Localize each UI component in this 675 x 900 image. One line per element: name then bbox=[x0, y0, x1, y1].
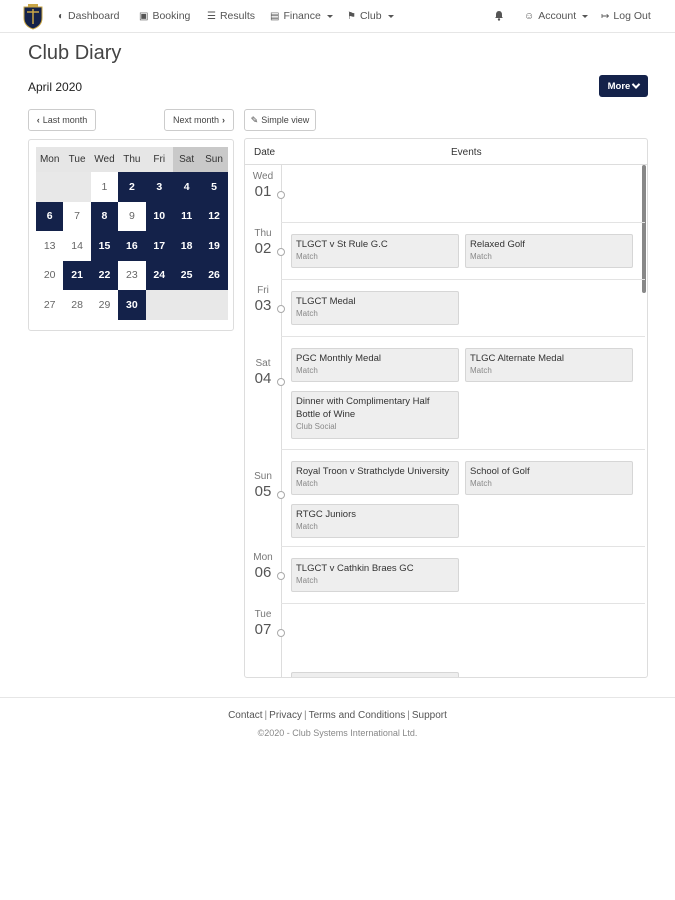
calendar-day[interactable]: 8 bbox=[91, 202, 118, 232]
event-type: Match bbox=[296, 366, 318, 375]
calendar-empty-cell bbox=[36, 172, 63, 202]
nav-dashboard-label: Dashboard bbox=[68, 10, 120, 22]
nav-finance-label: Finance bbox=[283, 10, 321, 22]
page-title: Club Diary bbox=[28, 42, 122, 64]
event-card[interactable] bbox=[291, 348, 459, 382]
calendar-day[interactable]: 16 bbox=[118, 231, 145, 261]
nav-club-label: Club bbox=[359, 10, 382, 22]
day-separator bbox=[281, 603, 645, 604]
calendar-day[interactable]: 25 bbox=[173, 261, 200, 291]
calendar-day[interactable]: 10 bbox=[146, 202, 173, 232]
day-label bbox=[245, 552, 281, 581]
diary-panel bbox=[244, 138, 648, 678]
calendar-day[interactable]: 24 bbox=[146, 261, 173, 291]
calendar-day[interactable]: 2 bbox=[118, 172, 145, 202]
event-name: Royal Troon v Strathclyde University bbox=[296, 466, 450, 477]
more-button-label: More bbox=[607, 80, 631, 92]
flag-icon: ⚑ bbox=[347, 10, 356, 22]
next-month-label: Next month bbox=[172, 115, 220, 125]
event-type: Match bbox=[296, 252, 318, 261]
mini-calendar bbox=[28, 139, 234, 331]
weekday-header: Tue bbox=[63, 147, 90, 172]
event-type: Match bbox=[470, 366, 492, 375]
event-card[interactable] bbox=[465, 348, 633, 382]
calendar-day[interactable]: 3 bbox=[146, 172, 173, 202]
nav-logout-label: Log Out bbox=[613, 10, 651, 22]
calendar-day[interactable]: 17 bbox=[146, 231, 173, 261]
event-name: Dinner with Complimentary Half Bottle of Wine bbox=[296, 396, 430, 420]
day-name: Sat bbox=[255, 358, 271, 369]
calendar-empty-cell bbox=[146, 290, 173, 320]
chevron-down-icon bbox=[632, 80, 640, 88]
day-name: Sun bbox=[254, 471, 272, 482]
footer-links: Contact | Privacy | Terms and Conditions | Support bbox=[228, 710, 447, 721]
calendar-day[interactable]: 15 bbox=[91, 231, 118, 261]
event-name: PGC Monthly Medal bbox=[296, 353, 382, 364]
dashboard-icon: ◐ bbox=[58, 10, 65, 22]
calendar-day[interactable]: 19 bbox=[200, 231, 227, 261]
footer-link-contact[interactable]: Contact bbox=[228, 710, 263, 721]
pencil-icon: ✎ bbox=[250, 114, 259, 125]
more-button[interactable] bbox=[599, 75, 648, 97]
nav-results[interactable] bbox=[207, 10, 255, 22]
footer-link-terms[interactable]: Terms and Conditions bbox=[308, 710, 406, 721]
event-type: Club Social bbox=[296, 422, 337, 431]
last-month-button[interactable] bbox=[28, 109, 96, 131]
event-type: Match bbox=[470, 479, 492, 488]
day-label bbox=[245, 171, 281, 200]
day-name: Tue bbox=[254, 609, 272, 620]
calendar-day[interactable]: 1 bbox=[101, 180, 108, 193]
calendar-day[interactable]: 9 bbox=[128, 210, 135, 223]
chevron-down-icon bbox=[582, 15, 588, 18]
event-card[interactable] bbox=[291, 672, 459, 678]
day-label bbox=[245, 471, 281, 500]
last-month-label: Last month bbox=[42, 115, 88, 125]
calendar-day[interactable]: 28 bbox=[71, 298, 83, 311]
footer-link-support[interactable]: Support bbox=[411, 710, 447, 721]
calendar-day[interactable]: 12 bbox=[200, 202, 227, 232]
event-name: TLGCT v St Rule G.C bbox=[296, 239, 388, 250]
card-icon: ▤ bbox=[270, 10, 280, 22]
notifications-button[interactable] bbox=[494, 10, 504, 21]
calendar-day[interactable]: 22 bbox=[91, 261, 118, 291]
nav-dashboard[interactable] bbox=[58, 10, 119, 22]
calendar-day[interactable]: 26 bbox=[200, 261, 227, 291]
footer-copyright: ©2020 - Club Systems International Ltd. bbox=[257, 728, 418, 738]
day-number: 01 bbox=[254, 183, 272, 200]
day-label bbox=[245, 285, 281, 314]
day-name: Fri bbox=[257, 285, 269, 296]
event-card[interactable] bbox=[465, 461, 633, 495]
nav-account-label: Account bbox=[538, 10, 577, 22]
calendar-day[interactable]: 7 bbox=[74, 210, 80, 223]
nav-club[interactable] bbox=[347, 10, 394, 22]
calendar-day[interactable]: 23 bbox=[126, 269, 138, 282]
event-card[interactable] bbox=[291, 461, 459, 495]
footer-divider bbox=[0, 697, 675, 698]
top-navbar bbox=[0, 0, 675, 33]
calendar-icon: ▣ bbox=[139, 10, 149, 22]
calendar-day[interactable]: 27 bbox=[43, 298, 56, 311]
chevron-right-icon: › bbox=[222, 115, 226, 125]
footer-link-privacy[interactable]: Privacy bbox=[269, 710, 302, 721]
weekday-header: Thu bbox=[118, 147, 145, 172]
calendar-grid bbox=[36, 147, 228, 320]
nav-results-label: Results bbox=[219, 10, 255, 22]
nav-logout[interactable] bbox=[601, 10, 651, 22]
timeline-line bbox=[281, 165, 282, 678]
list-icon: ☰ bbox=[207, 10, 216, 22]
calendar-day[interactable]: 5 bbox=[200, 172, 227, 202]
day-separator bbox=[281, 336, 645, 337]
weekday-header: Fri bbox=[146, 147, 173, 172]
day-label bbox=[245, 609, 281, 638]
calendar-day[interactable]: 6 bbox=[36, 202, 63, 232]
timeline-dot bbox=[277, 572, 285, 580]
event-type: Match bbox=[296, 479, 318, 488]
current-month: April 2020 bbox=[28, 80, 83, 94]
event-card[interactable] bbox=[291, 391, 459, 439]
day-name: Thu bbox=[254, 228, 272, 239]
simple-view-label: Simple view bbox=[261, 115, 310, 125]
bell-icon bbox=[494, 10, 504, 21]
calendar-day[interactable]: 11 bbox=[173, 202, 200, 232]
event-name: Relaxed Golf bbox=[470, 239, 525, 250]
nav-account[interactable] bbox=[524, 10, 588, 22]
events-column-header: Events bbox=[451, 147, 482, 158]
day-number: 04 bbox=[254, 370, 272, 387]
event-card[interactable] bbox=[291, 504, 459, 538]
nav-booking[interactable] bbox=[139, 10, 190, 22]
nav-booking-label: Booking bbox=[152, 10, 191, 22]
logout-icon: ↦ bbox=[601, 10, 610, 22]
event-name: TLGC Alternate Medal bbox=[470, 353, 564, 364]
day-separator bbox=[281, 222, 645, 223]
event-card[interactable] bbox=[465, 234, 633, 268]
diary-scrollbar[interactable] bbox=[642, 165, 646, 293]
day-number: 07 bbox=[254, 621, 272, 638]
event-card[interactable] bbox=[291, 558, 459, 592]
event-name: TLGCT Medal bbox=[296, 296, 356, 307]
timeline-dot bbox=[277, 191, 285, 199]
club-crest-logo[interactable] bbox=[22, 4, 44, 30]
event-name: School of Golf bbox=[470, 466, 530, 477]
day-number: 06 bbox=[254, 564, 272, 581]
day-label bbox=[245, 228, 281, 257]
calendar-day[interactable]: 29 bbox=[98, 298, 111, 311]
calendar-day[interactable]: 20 bbox=[43, 269, 56, 282]
calendar-day[interactable]: 4 bbox=[173, 172, 200, 202]
weekday-header: Sun bbox=[200, 147, 227, 172]
day-number: 05 bbox=[254, 483, 272, 500]
calendar-empty-cell bbox=[63, 172, 90, 202]
timeline-dot bbox=[277, 305, 285, 313]
next-month-button[interactable] bbox=[164, 109, 234, 131]
day-label bbox=[245, 358, 281, 387]
weekday-header: Mon bbox=[36, 147, 63, 172]
weekday-header: Wed bbox=[91, 147, 118, 172]
event-card[interactable] bbox=[291, 234, 459, 268]
calendar-day[interactable]: 13 bbox=[43, 239, 56, 252]
day-separator bbox=[281, 546, 645, 547]
day-separator bbox=[281, 449, 645, 450]
day-number: 02 bbox=[254, 240, 272, 257]
calendar-day[interactable]: 21 bbox=[63, 261, 90, 291]
timeline-dot bbox=[277, 378, 285, 386]
day-name: Mon bbox=[253, 552, 273, 563]
day-separator bbox=[281, 279, 645, 280]
user-circle-icon: ☺ bbox=[524, 10, 535, 22]
event-type: Match bbox=[296, 522, 318, 531]
event-name: RTGC Juniors bbox=[296, 509, 357, 520]
chevron-left-icon: ‹ bbox=[36, 115, 40, 125]
timeline-dot bbox=[277, 248, 285, 256]
diary-header bbox=[245, 139, 647, 165]
event-type: Match bbox=[296, 309, 318, 318]
timeline-dot bbox=[277, 491, 285, 499]
day-number: 03 bbox=[254, 297, 272, 314]
date-column-header: Date bbox=[254, 147, 276, 158]
chevron-down-icon bbox=[388, 15, 394, 18]
calendar-empty-cell bbox=[173, 290, 200, 320]
simple-view-button[interactable] bbox=[244, 109, 316, 131]
calendar-day[interactable]: 30 bbox=[118, 290, 145, 320]
event-type: Match bbox=[296, 576, 318, 585]
calendar-empty-cell bbox=[200, 290, 227, 320]
weekday-header: Sat bbox=[173, 147, 200, 172]
calendar-day[interactable]: 14 bbox=[71, 239, 83, 252]
day-name: Wed bbox=[252, 171, 274, 182]
event-card[interactable] bbox=[291, 291, 459, 325]
event-name: TLGCT v Cathkin Braes GC bbox=[296, 563, 414, 574]
event-type: Match bbox=[470, 252, 492, 261]
chevron-down-icon bbox=[327, 15, 333, 18]
timeline-dot bbox=[277, 629, 285, 637]
calendar-day[interactable]: 18 bbox=[173, 231, 200, 261]
nav-finance[interactable] bbox=[270, 10, 333, 22]
